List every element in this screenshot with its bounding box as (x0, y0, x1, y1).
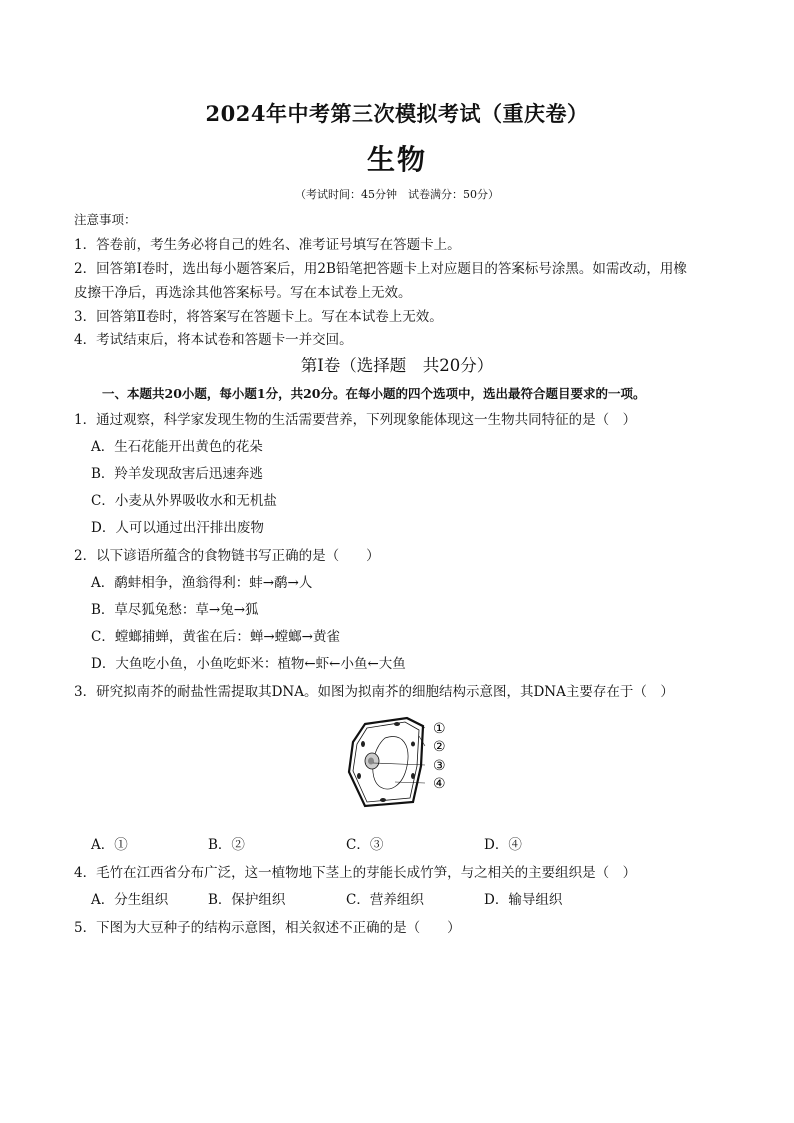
chloroplast-shape (394, 722, 400, 726)
chloroplast-shape (361, 741, 365, 747)
question-5-stem: 5．下图为大豆种子的结构示意图，相关叙述不正确的是（ ） (74, 920, 461, 936)
chloroplast-shape (380, 798, 386, 802)
question-1-option-a: A．生石花能开出黄色的花朵 (91, 439, 263, 455)
section-instruction (102, 384, 646, 402)
question-1-option-b: B．羚羊发现敌害后迅速奔逃 (91, 466, 263, 482)
exam-info: （考试时间：45分钟 试卷满分：50分） (295, 188, 499, 201)
instruction-emphasis: 四个选项中 (408, 386, 471, 401)
figure-label-2: ② (433, 739, 446, 755)
question-1-stem: 1．通过观察，科学家发现生物的生活需要营养，下列现象能体现这一生物共同特征的是（ ） (74, 412, 637, 428)
question-3-option-d: D．④ (484, 837, 522, 853)
subject-title: 生物 (366, 143, 427, 176)
question-2-option-a: A．鹬蚌相争，渔翁得利：蚌→鹬→人 (91, 575, 313, 591)
question-2-option-c: C．螳螂捕蝉，黄雀在后：蝉→螳螂→黄雀 (91, 629, 340, 645)
question-1-option-d: D．人可以通过出汗排出废物 (91, 520, 264, 536)
question-4-option-c: C．营养组织 (346, 892, 424, 908)
figure-label-1: ① (433, 721, 446, 737)
question-4-option-b: B．保护组织 (208, 892, 286, 908)
question-3-option-c: C．③ (346, 837, 384, 853)
nucleolus-shape (368, 758, 374, 765)
question-2-stem: 2．以下谚语所蕴含的食物链书写正确的是（ ） (74, 548, 380, 564)
question-4-stem: 4．毛竹在江西省分布广泛，这一植物地下茎上的芽能长成竹笋，与之相关的主要组织是（ ） (74, 865, 637, 881)
question-4-option-a: A．分生组织 (91, 892, 169, 908)
note-item-2: 2．回答第Ⅰ卷时，选出每小题答案后，用2B铅笔把答题卡上对应题目的答案标号涂黑。如需改动，用橡 (74, 261, 687, 277)
chloroplast-shape (411, 773, 415, 779)
note-item-3: 3．回答第Ⅱ卷时，将答案写在答题卡上。写在本试卷上无效。 (74, 309, 443, 325)
chloroplast-shape (411, 742, 415, 747)
note-item-4: 4．考试结束后，将本试卷和答题卡一并交回。 (74, 332, 353, 348)
chloroplast-shape (357, 773, 361, 779)
notes-heading: 注意事项： (74, 212, 137, 227)
note-item-1: 1．答卷前，考生务必将自己的姓名、准考证号填写在答题卡上。 (74, 237, 461, 253)
question-1-option-c: C．小麦从外界吸收水和无机盐 (91, 493, 277, 509)
instruction-prefix: 一、本题共20小题，每小题1分，共20分。在每小题的 (102, 386, 408, 401)
instruction-suffix: ，选出最符合题目要求的一项。 (470, 386, 646, 401)
question-3-stem: 3．研究拟南芥的耐盐性需提取其DNA。如图为拟南芥的细胞结构示意图，其DNA主要存在于（ ） (74, 684, 674, 700)
cell-wall-shape (349, 718, 423, 806)
question-2-option-d: D．大鱼吃小鱼，小鱼吃虾米：植物←虾←小鱼←大鱼 (91, 656, 406, 672)
question-3-option-a: A．① (91, 837, 128, 853)
question-4-option-d: D．输导组织 (484, 892, 563, 908)
question-2-option-b: B．草尽狐兔愁：草→兔→狐 (91, 602, 259, 618)
plant-cell-diagram (345, 716, 455, 808)
exam-title: 2024年中考第三次模拟考试（重庆卷） (205, 101, 589, 126)
note-item-2-cont: 皮擦干净后，再选涂其他答案标号。写在本试卷上无效。 (74, 285, 412, 301)
figure-label-3: ③ (433, 758, 446, 774)
question-3-option-b: B．② (208, 837, 245, 853)
section-title: 第Ⅰ卷（选择题 共20分） (300, 356, 494, 375)
figure-label-4: ④ (433, 776, 446, 792)
